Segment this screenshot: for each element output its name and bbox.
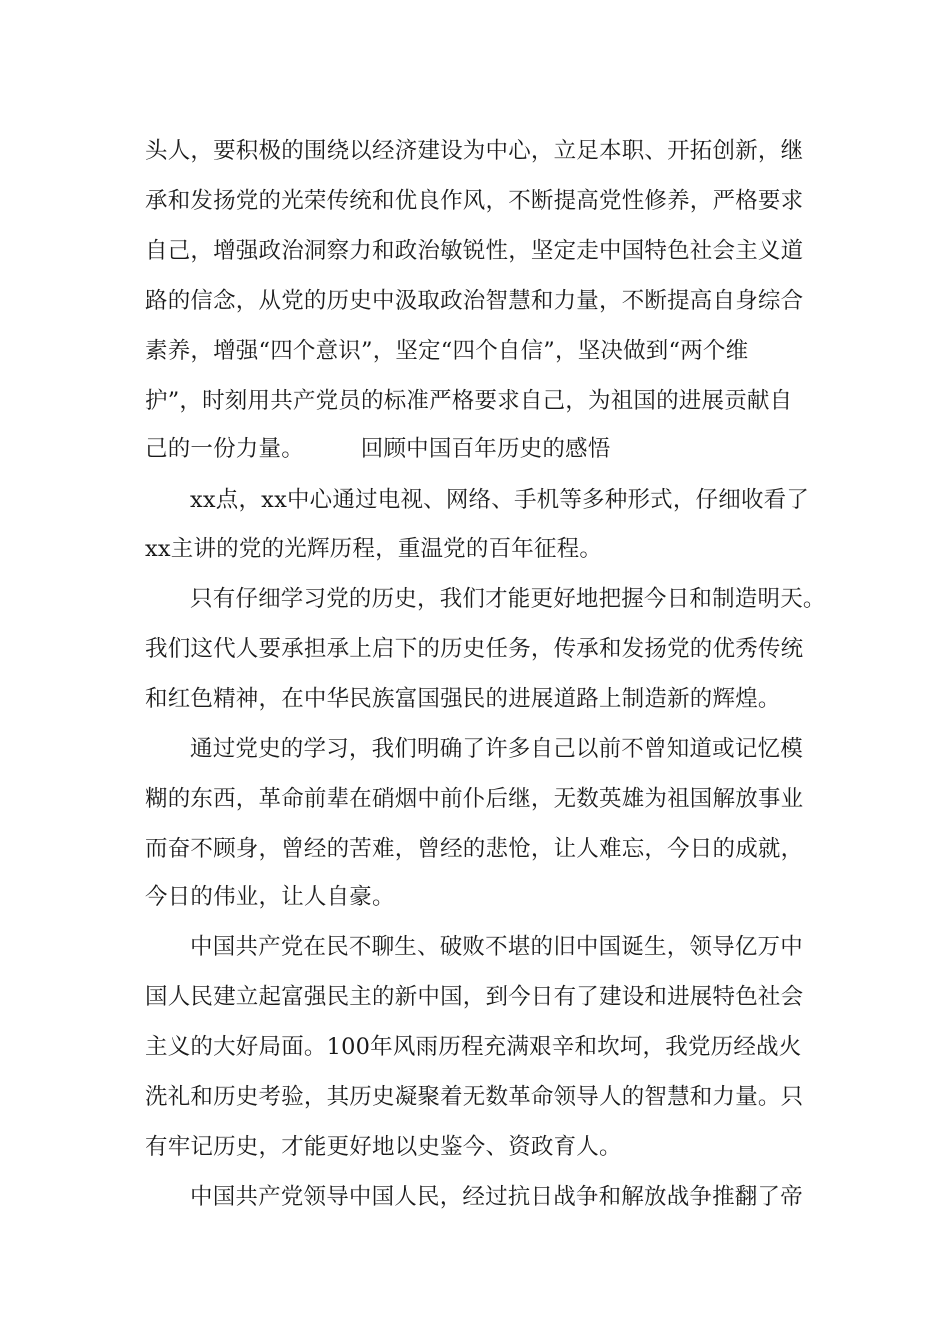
text-line-19: 主义的大好局面。100年风雨历程充满艰辛和坎坷，我党历经战火 bbox=[145, 1034, 802, 1060]
text-line-5: 素养，增强“四个意识”，坚定“四个自信”，坚决做到“两个维 bbox=[145, 338, 749, 364]
text-line-11: 我们这代人要承担承上启下的历史任务，传承和发扬党的优秀传统 bbox=[145, 636, 804, 662]
text-line-13: 通过党史的学习，我们明确了许多自己以前不曾知道或记忆模 bbox=[190, 736, 803, 762]
text-line-3: 自己，增强政治洞察力和政治敏锐性，坚定走中国特色社会主义道 bbox=[145, 238, 804, 264]
text-line-8: xx点，xx中心通过电视、网络、手机等多种形式，仔细收看了 bbox=[190, 487, 810, 513]
text-line-17: 中国共产党在民不聊生、破败不堪的旧中国诞生，领导亿万中 bbox=[190, 934, 803, 960]
text-line-9: xx主讲的党的光辉历程，重温党的百年征程。 bbox=[145, 536, 603, 562]
text-line-15: 而奋不顾身，曾经的苦难，曾经的悲怆，让人难忘，今日的成就， bbox=[145, 836, 804, 862]
text-line-1: 头人，要积极的围绕以经济建设为中心，立足本职、开拓创新，继 bbox=[145, 138, 804, 164]
text-line-12: 和红色精神，在中华民族富国强民的进展道路上制造新的辉煌。 bbox=[145, 686, 781, 712]
text-line-2: 承和发扬党的光荣传统和优良作风，不断提高党性修养，严格要求 bbox=[145, 188, 804, 214]
text-line-4: 路的信念，从党的历史中汲取政治智慧和力量，不断提高自身综合 bbox=[145, 288, 804, 314]
text-line-14: 糊的东西，革命前辈在硝烟中前仆后继，无数英雄为祖国解放事业 bbox=[145, 786, 804, 812]
text-line-16: 今日的伟业，让人自豪。 bbox=[145, 884, 395, 910]
text-line-22: 中国共产党领导中国人民，经过抗日战争和解放战争推翻了帝 bbox=[190, 1184, 803, 1210]
text-line-7: 己的一份力量。 回顾中国百年历史的感悟 bbox=[145, 436, 611, 462]
text-line-21: 有牢记历史，才能更好地以史鉴今、资政育人。 bbox=[145, 1134, 622, 1160]
text-line-6: 护”，时刻用共产党员的标准严格要求自己，为祖国的进展贡献自 bbox=[145, 388, 793, 414]
text-line-18: 国人民建立起富强民主的新中国，到今日有了建设和进展特色社会 bbox=[145, 984, 804, 1010]
text-line-20: 洗礼和历史考验，其历史凝聚着无数革命领导人的智慧和力量。只 bbox=[145, 1084, 804, 1110]
text-line-10: 只有仔细学习党的历史，我们才能更好地把握今日和制造明天。 bbox=[190, 586, 826, 612]
